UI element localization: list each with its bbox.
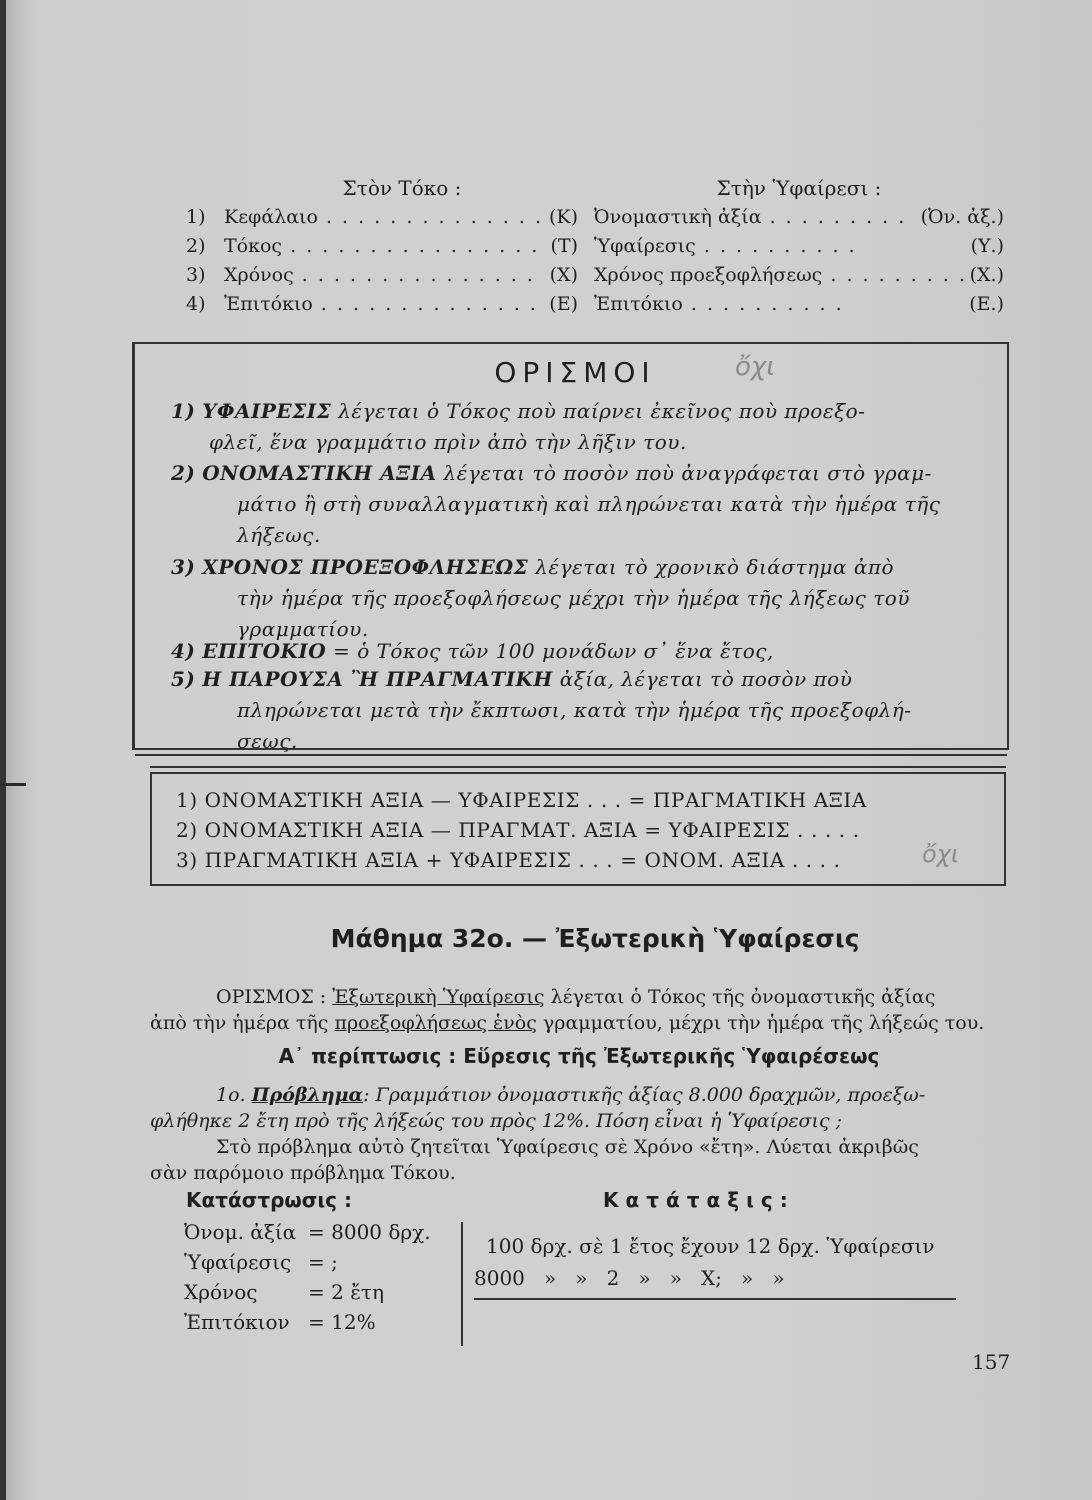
definition-5: 5) Η ΠΑΡΟΥΣΑ Ἢ ΠΡΑΓΜΑΤΙΚΗ ἀξία, λέγεται τὸ ποσὸν ποὺ πληρώνεται μετὰ τὴν ἔκπτωσι, κατὰ τὴν ἡμέρα τῆς προεξοφλή- σεως. — [171, 667, 912, 753]
definition-4: 4) ΕΠΙΤΟΚΙΟ = ὁ Τόκος τῶν 100 μονάδων σ᾽ ἕνα ἔτος, — [171, 639, 774, 663]
definition-1: 1) ΥΦΑΙΡΕΣΙΣ λέγεται ὁ Τόκος ποὺ παίρνει ἐκεῖνος ποὺ προεξο- φλεῖ, ἕνα γραμμάτιο πρὶν ἀπὸ τὴν λῆξιν του. — [171, 399, 866, 454]
interest-term-row: 4) Ἐπιτόκιο . . . (Ε) — [186, 293, 578, 322]
divider-line — [461, 1222, 463, 1346]
interest-terms-title: Στὸν Τόκο : — [342, 176, 462, 200]
definition-2: 2) ΟΝΟΜΑΣΤΙΚΗ ΑΞΙΑ λέγεται τὸ ποσὸν ποὺ ἀναγράφεται στὸ γραμ- μάτιο ἢ στὴ συναλλαγματικὴ καὶ πληρώνεται κατὰ τὴν ἡμέρα τῆς λήξεως. — [171, 461, 941, 547]
discount-terms-title: Στὴν Ὑφαίρεσι : — [716, 176, 882, 200]
interest-term-row: 2) Τόκος . . . (Τ) — [186, 235, 578, 264]
pencil-note: ὄχι — [922, 840, 960, 868]
discount-term-row: Ὑφαίρεσις . . . (Υ.) — [594, 235, 1004, 264]
page-number: 157 — [972, 1350, 1011, 1374]
interest-terms-column — [186, 176, 578, 322]
formulas-box — [150, 772, 1006, 886]
definitions-box — [132, 342, 1009, 753]
lesson-title: Μάθημα 32ο. — Ἐξωτερικὴ Ὑφαίρεσις — [330, 924, 860, 953]
discount-term-row: Ὀνομαστικὴ ἀξία . . . (Ὀν. ἀξ.) — [594, 206, 1004, 235]
lesson-definition: ΟΡΙΣΜΟΣ : Ἐξωτερικὴ Ὑφαίρεσις λέγεται ὁ Τόκος τῆς ὀνομαστικῆς ἀξίας ἀπὸ τὴν ἡμέρα τῆς προεξοφλήσεως ἑνὸς γραμματίου, μέχρι τὴν ἡμέρα τῆς λήξεώς του. — [150, 986, 985, 1034]
pencil-note: ὄχι — [735, 352, 776, 382]
katastrosis-row: Ὑφαίρεσις = ; — [184, 1250, 338, 1274]
problem-1: 1ο. Πρόβλημα: Γραμμάτιον ὀνομαστικῆς ἀξίας 8.000 δραχμῶν, προεξω- φλήθηκε 2 ἔτη πρὸ τῆς λήξεώς του πρὸς 12%. Πόση εἶναι ἡ Ὑφαίρεσις ; — [150, 1084, 926, 1132]
discount-term-row: Ἐπιτόκιο . . . (Ε.) — [594, 293, 1004, 322]
discount-term-row: Χρόνος προεξοφλήσεως . . . (Χ.) — [594, 264, 1004, 293]
interest-term-row: 3) Χρόνος . . . (Χ) — [186, 264, 578, 293]
definitions-title: ΟΡΙΣΜΟΙ — [494, 356, 656, 389]
katastrosis-row: Χρόνος = 2 ἔτη — [184, 1280, 384, 1304]
discount-terms-column — [594, 176, 1004, 322]
interest-term-row: 1) Κεφάλαιο . . . (Κ) — [186, 206, 578, 235]
katataxis-title: Κατάταξις: — [603, 1188, 795, 1212]
katastrosis-row: Ὀνομ. ἀξία = 8000 δρχ. — [184, 1220, 431, 1244]
edge-mark — [0, 783, 26, 786]
divider-line — [474, 1298, 956, 1300]
katataxis-row: 8000 » » 2 » » Χ; » » — [474, 1266, 785, 1290]
definition-3: 3) ΧΡΟΝΟΣ ΠΡΟΕΞΟΦΛΗΣΕΩΣ λέγεται τὸ χρονικὸ διάστημα ἀπὸ τὴν ἡμέρα τῆς προεξοφλήσεως μέχρι τὴν ἡμέρα τῆς λήξεως τοῦ γραμματίου. — [171, 555, 910, 641]
problem-note: Στὸ πρόβλημα αὐτὸ ζητεῖται Ὑφαίρεσις σὲ Χρόνο «ἔτη». Λύεται ἀκριβῶς σὰν παρόμοιο πρόβλημα Τόκου. — [150, 1136, 919, 1184]
katastrosis-row: Ἐπιτόκιον = 12% — [184, 1310, 376, 1334]
page-binding-edge — [0, 0, 6, 1500]
katataxis-row: 100 δρχ. σὲ 1 ἔτος ἔχουν 12 δρχ. Ὑφαίρεσιν — [486, 1234, 935, 1258]
formula-2: 2) ΟΝΟΜΑΣΤΙΚΗ ΑΞΙΑ — ΠΡΑΓΜΑΤ. ΑΞΙΑ = ΥΦΑΙΡΕΣΙΣ . . . . . — [176, 818, 860, 842]
case-heading: Α᾽ περίπτωσις : Εὕρεσις τῆς Ἐξωτερικῆς Ὑφαιρέσεως — [278, 1044, 880, 1068]
formula-1: 1) ΟΝΟΜΑΣΤΙΚΗ ΑΞΙΑ — ΥΦΑΙΡΕΣΙΣ . . . = ΠΡΑΓΜΑΤΙΚΗ ΑΞΙΑ — [176, 788, 867, 812]
katastrosis-title: Κατάστρωσις : — [186, 1188, 352, 1212]
formula-3: 3) ΠΡΑΓΜΑΤΙΚΗ ΑΞΙΑ + ΥΦΑΙΡΕΣΙΣ . . . = ΟΝΟΜ. ΑΞΙΑ . . . . — [176, 848, 841, 872]
